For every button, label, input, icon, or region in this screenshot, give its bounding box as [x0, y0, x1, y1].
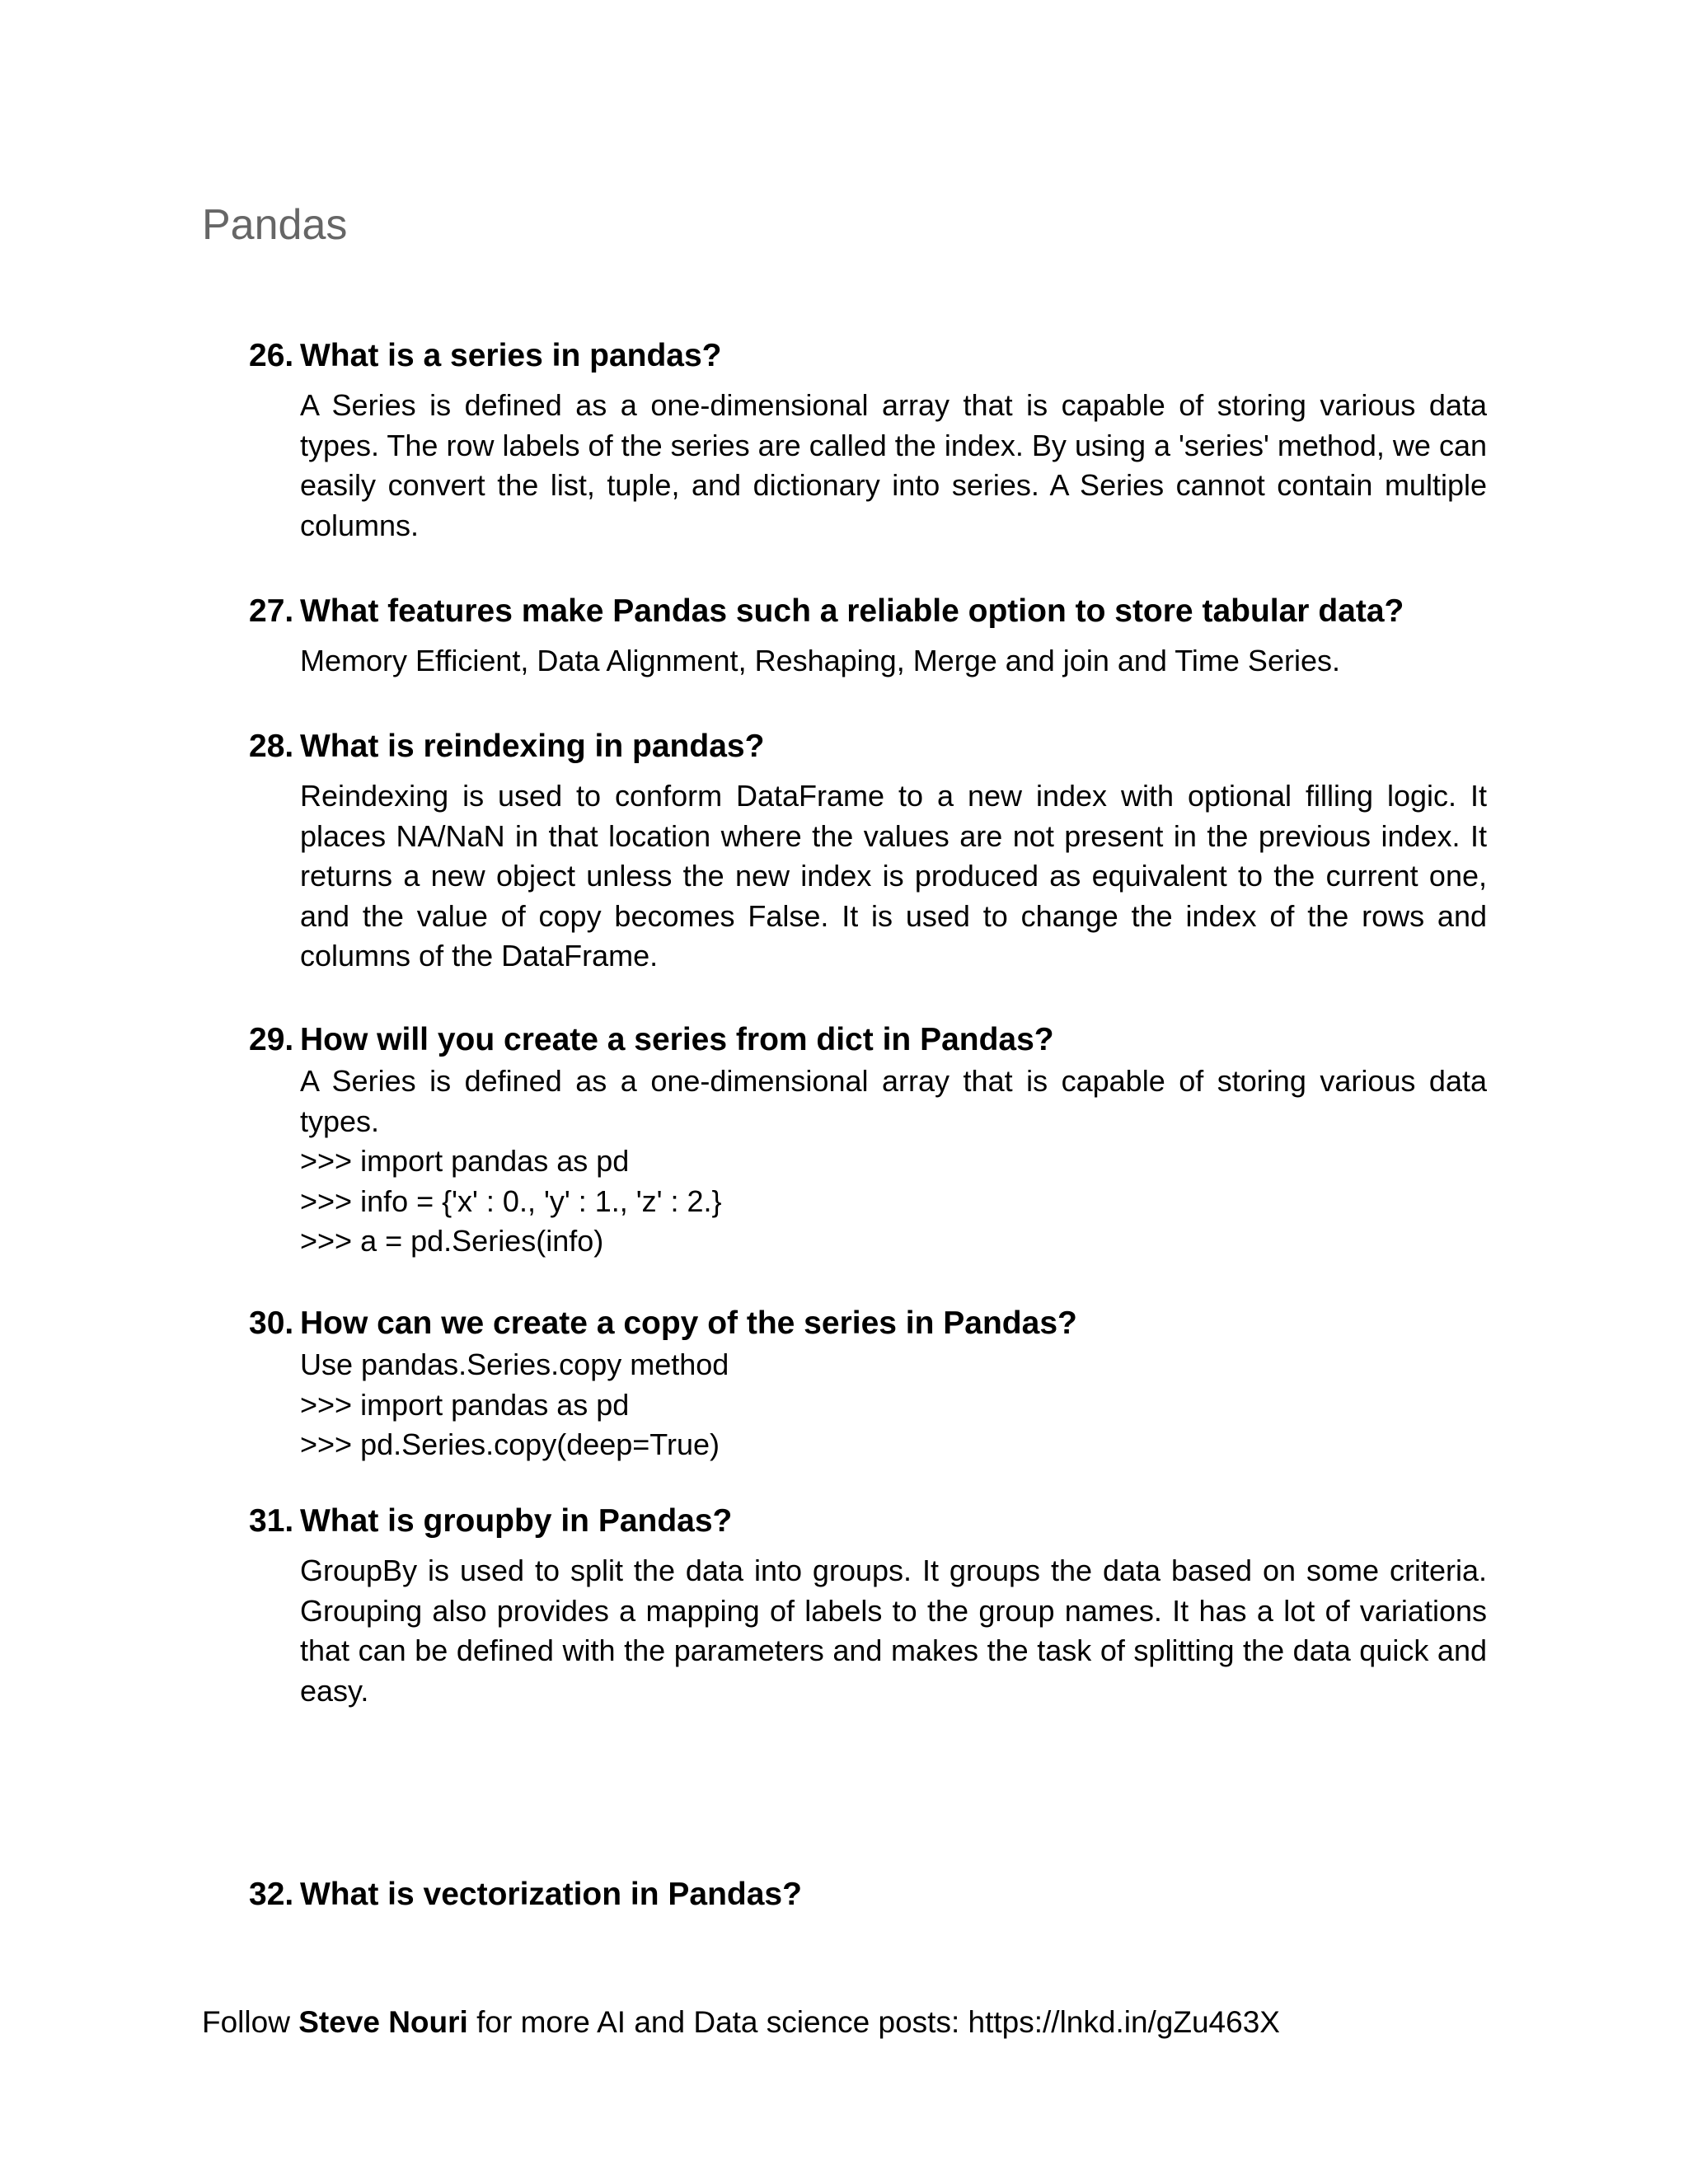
- question-26: [249, 335, 1487, 546]
- question-heading: [249, 1019, 1487, 1062]
- question-heading: [249, 1500, 1487, 1543]
- footer-author: Steve Nouri: [298, 2005, 468, 2039]
- question-28: [249, 725, 1487, 977]
- question-title: What is reindexing in pandas?: [300, 729, 765, 764]
- footer-suffix: for more AI and Data science posts: https://lnkd.in/gZu463X: [467, 2005, 1280, 2039]
- question-number: 26.: [249, 338, 294, 373]
- question-29: [249, 1019, 1487, 1262]
- answer: [300, 1062, 1487, 1262]
- question-title: What is vectorization in Pandas?: [300, 1877, 802, 1912]
- answer-paragraph: A Series is defined as a one-dimensional array that is capable of storing various data types. The row labels of the series are called the index. By using a 'series' method, we can easily convert the list, tuple, and dictionary into series. A Series cannot contain multiple columns.: [300, 388, 1487, 542]
- answer-paragraph: A Series is defined as a one-dimensional array that is capable of storing various data types.: [300, 1064, 1487, 1138]
- answer: [300, 1345, 1487, 1465]
- answer-paragraph: Reindexing is used to conform DataFrame to a new index with optional filling logic. It places NA/NaN in that location where the values are not present in the previous index. It returns a new object unless the new index is produced as equivalent to the current one, and the value of copy becomes False. It is used to change the index of the rows and columns of the DataFrame.: [300, 779, 1487, 972]
- question-heading: [249, 725, 1487, 768]
- question-27: [249, 590, 1487, 682]
- answer-paragraph: Memory Efficient, Data Alignment, Reshaping, Merge and join and Time Series.: [300, 644, 1340, 677]
- footer-prefix: Follow: [202, 2005, 299, 2039]
- question-number: 32.: [249, 1877, 294, 1912]
- answer: [300, 641, 1487, 682]
- question-30: [249, 1302, 1487, 1465]
- question-number: 27.: [249, 593, 294, 629]
- question-heading: [249, 590, 1487, 633]
- question-32: [249, 1873, 1487, 1916]
- answer: [300, 1551, 1487, 1711]
- answer: [300, 776, 1487, 977]
- question-number: 30.: [249, 1305, 294, 1341]
- question-title: What is groupby in Pandas?: [300, 1503, 733, 1539]
- answer-paragraph: Use pandas.Series.copy method: [300, 1347, 729, 1381]
- question-title: What is a series in pandas?: [300, 338, 722, 373]
- question-heading: [249, 335, 1487, 377]
- question-title: How will you create a series from dict in Pandas?: [300, 1022, 1054, 1057]
- section-title: Pandas: [202, 201, 348, 249]
- question-31: [249, 1500, 1487, 1711]
- question-title: How can we create a copy of the series in Pandas?: [300, 1305, 1077, 1341]
- code-line: >>> a = pd.Series(info): [300, 1224, 604, 1258]
- code-line: >>> pd.Series.copy(deep=True): [300, 1427, 720, 1461]
- question-heading: [249, 1873, 1487, 1916]
- code-line: >>> info = {'x' : 0., 'y' : 1., 'z' : 2.}: [300, 1183, 722, 1218]
- question-title: What features make Pandas such a reliable option to store tabular data?: [300, 593, 1404, 629]
- answer: [300, 386, 1487, 546]
- code-line: >>> import pandas as pd: [300, 1144, 630, 1178]
- code-line: >>> import pandas as pd: [300, 1387, 630, 1422]
- question-number: 31.: [249, 1503, 294, 1539]
- question-number: 28.: [249, 729, 294, 764]
- question-number: 29.: [249, 1022, 294, 1057]
- answer-paragraph: GroupBy is used to split the data into groups. It groups the data based on some criteria. Grouping also provides a mapping of labels to the group names. It has a lot of variations that can be defined with the parameters and makes the task of splitting the data quick and easy.: [300, 1554, 1487, 1708]
- footer: [202, 2003, 1280, 2042]
- question-heading: [249, 1302, 1487, 1345]
